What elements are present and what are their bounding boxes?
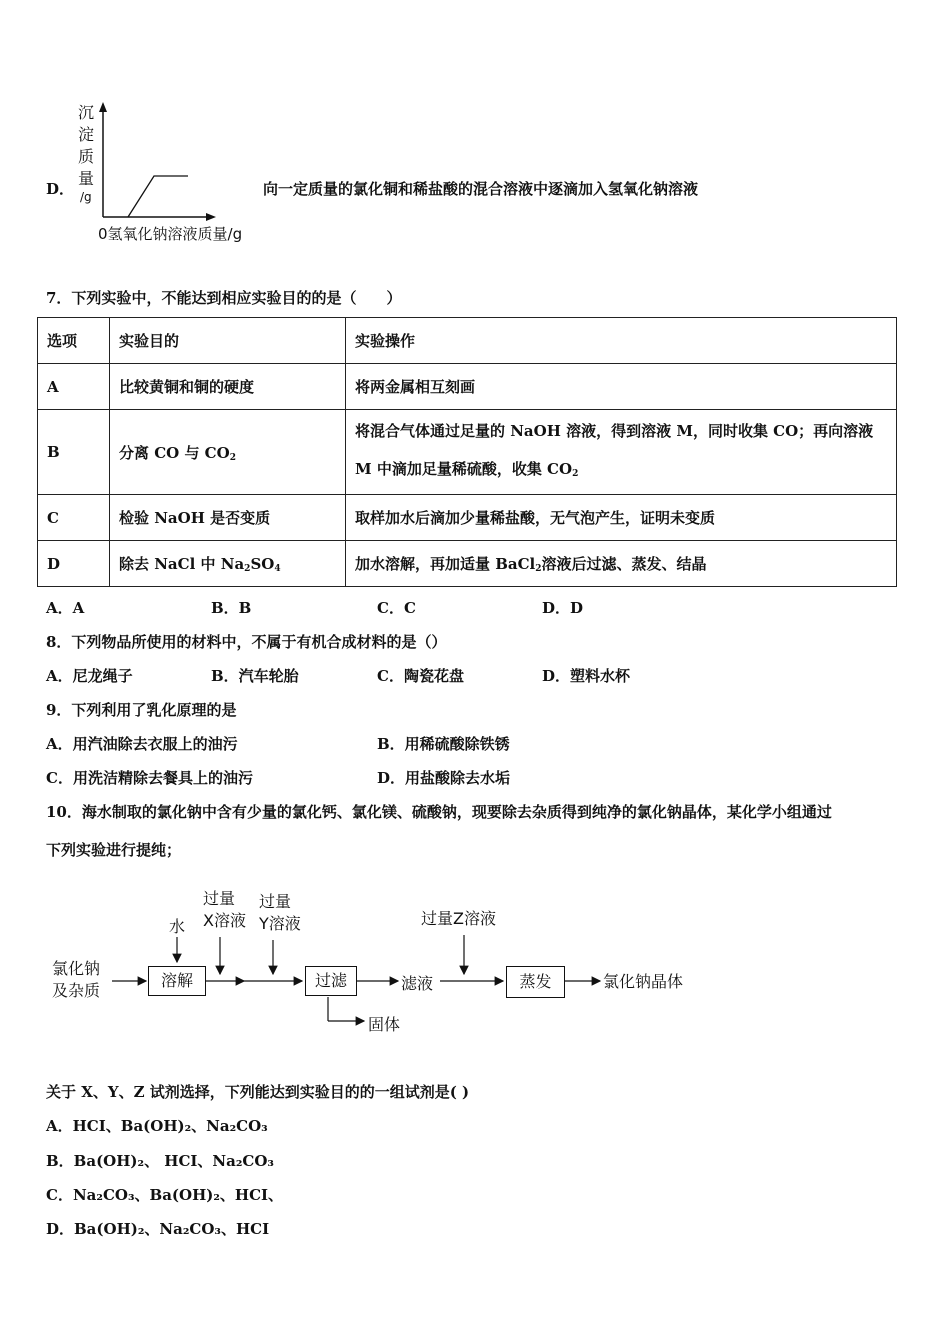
q7-stem: 7．下列实验中，不能达到相应实验目的的是（ ） xyxy=(46,289,402,307)
q10-stem-line1: 10．海水制取的氯化钠中含有少量的氯化钙、氯化镁、硫酸钠，现要除去杂质得到纯净的氯化钠晶体，某化学小组通过 xyxy=(46,803,832,821)
header-goal: 实验目的 xyxy=(110,318,346,364)
q9-choice-d[interactable]: D．用盐酸除去水垢 xyxy=(377,769,511,787)
q6-y-unit: /g xyxy=(80,190,92,204)
q7-choice-b[interactable]: B．B xyxy=(211,599,252,617)
q6-description: 向一定质量的氯化铜和稀盐酸的混合溶液中逐滴加入氢氧化钠溶液 xyxy=(263,180,699,198)
y-char: 淀 xyxy=(78,125,95,144)
q10-stem-line2: 下列实验进行提纯； xyxy=(46,841,182,859)
row-goal xyxy=(110,410,346,495)
q10-choice-b[interactable]: B．Ba(OH)₂、 HCI、Na₂CO₃ xyxy=(46,1152,275,1170)
flow-dissolve-box: 溶解 xyxy=(148,966,206,996)
q7-choice-c[interactable]: C．C xyxy=(377,599,416,617)
subscript: 2 xyxy=(535,564,542,574)
table-row xyxy=(38,410,897,495)
q8-choice-b[interactable]: B．汽车轮胎 xyxy=(211,667,299,685)
goal-text: 除去 NaCl 中 Na xyxy=(119,555,245,573)
flow-z-reagent: 过量Z溶液 xyxy=(421,909,496,928)
header-option: 选项 xyxy=(38,318,110,364)
row-goal: 检验 NaOH 是否变质 xyxy=(110,495,346,541)
row-option: A xyxy=(38,364,110,410)
subscript: 2 xyxy=(229,452,236,463)
subscript: 2 xyxy=(572,468,579,479)
table-header-row xyxy=(38,318,897,364)
goal-text: SO xyxy=(250,555,275,573)
flow-product: 氯化钠晶体 xyxy=(603,972,684,991)
flow-y-reagent xyxy=(259,891,301,935)
row-option: D xyxy=(38,541,110,587)
q9-choice-c[interactable]: C．用洗洁精除去餐具上的油污 xyxy=(46,769,253,787)
table-row xyxy=(38,541,897,587)
operation-text: 将混合气体通过足量的 NaOH 溶液，得到溶液 M，同时收集 CO；再向溶液 M 中滴加足量稀硫酸，收集 CO xyxy=(355,421,874,478)
flow-x-line2: X溶液 xyxy=(203,911,246,930)
q9-choice-a[interactable]: A．用汽油除去衣服上的油污 xyxy=(46,735,238,753)
q10-question: 关于 X、Y、Z 试剂选择，下列能达到实验目的的一组试剂是( ) xyxy=(46,1083,470,1101)
y-char: 沉 xyxy=(78,103,95,122)
flow-filtrate: 滤液 xyxy=(401,974,434,993)
operation-text: 加水溶解，再加适量 BaCl xyxy=(355,555,536,573)
flow-water: 水 xyxy=(169,917,186,936)
q10-choice-a[interactable]: A．HCI、Ba(OH)₂、Na₂CO₃ xyxy=(46,1117,268,1135)
row-operation: 取样加水后滴加少量稀盐酸，无气泡产生，证明未变质 xyxy=(346,495,897,541)
q6-y-axis-label xyxy=(78,102,96,190)
row-option: C xyxy=(38,495,110,541)
operation-text: 溶液后过滤、蒸发、结晶 xyxy=(541,555,707,573)
flow-start xyxy=(52,958,100,1002)
q6-graph xyxy=(70,100,270,245)
y-char: 质 xyxy=(78,147,95,166)
flow-solid: 固体 xyxy=(368,1015,401,1034)
q8-choice-d[interactable]: D．塑料水杯 xyxy=(542,667,631,685)
header-operation: 实验操作 xyxy=(346,318,897,364)
table-row xyxy=(38,495,897,541)
row-operation: 将两金属相互刻画 xyxy=(346,364,897,410)
row-goal: 比较黄铜和铜的硬度 xyxy=(110,364,346,410)
goal-text: 分离 CO 与 CO xyxy=(119,443,230,462)
table-row xyxy=(38,364,897,410)
q9-stem: 9．下列利用了乳化原理的是 xyxy=(46,701,237,719)
q10-flow-diagram xyxy=(0,880,950,1050)
row-option: B xyxy=(38,410,110,495)
q8-choice-c[interactable]: C．陶瓷花盘 xyxy=(377,667,464,685)
subscript: 4 xyxy=(274,564,281,574)
q7-choice-d[interactable]: D．D xyxy=(542,599,584,617)
flow-start-line1: 氯化钠 xyxy=(52,959,101,978)
flow-x-line1: 过量 xyxy=(203,889,236,908)
q8-stem: 8．下列物品所使用的材料中，不属于有机合成材料的是（） xyxy=(46,633,447,651)
q6-option-label: D． xyxy=(46,180,75,198)
flow-y-line2: Y溶液 xyxy=(259,914,301,933)
row-goal xyxy=(110,541,346,587)
flow-evaporate-box: 蒸发 xyxy=(506,966,565,998)
q7-choice-a[interactable]: A．A xyxy=(46,599,85,617)
q10-choice-c[interactable]: C．Na₂CO₃、Ba(OH)₂、HCI、 xyxy=(46,1186,284,1204)
q6-x-axis-label: 0氢氧化钠溶液质量/g xyxy=(98,225,243,243)
flow-start-line2: 及杂质 xyxy=(52,981,101,1000)
q7-table xyxy=(37,317,897,587)
q6-graph-curve xyxy=(128,176,188,217)
row-operation xyxy=(346,410,897,495)
flow-y-line1: 过量 xyxy=(259,892,292,911)
q8-choice-a[interactable]: A．尼龙绳子 xyxy=(46,667,133,685)
row-operation xyxy=(346,541,897,587)
flow-filter-box: 过滤 xyxy=(305,966,357,996)
subscript: 2 xyxy=(244,564,251,574)
flow-x-reagent xyxy=(203,888,246,932)
y-char: 量 xyxy=(78,169,95,188)
q9-choice-b[interactable]: B．用稀硫酸除铁锈 xyxy=(377,735,510,753)
q10-choice-d[interactable]: D．Ba(OH)₂、Na₂CO₃、HCI xyxy=(46,1220,270,1238)
